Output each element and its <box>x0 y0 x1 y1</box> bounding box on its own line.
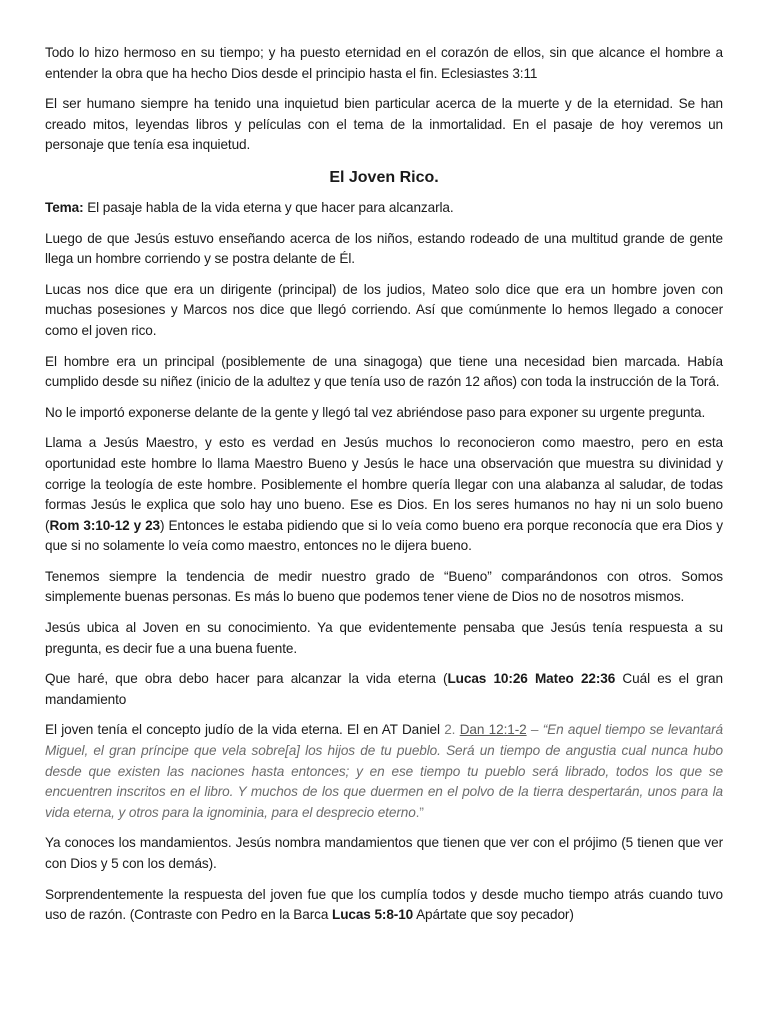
paragraph-conocimiento: Jesús ubica al Joven en su conocimiento. Ya que evidentemente pensaba que Jesús tenía respuesta a su pregunta, es decir fue a una buena fuente. <box>45 620 723 656</box>
paragraph-que-hare <box>45 669 723 710</box>
daniel-dash: – <box>526 722 543 738</box>
que-hare-text-2: Cuál es el gran mandamiento <box>45 671 723 707</box>
paragraph-intro: El ser humano siempre ha tenido una inquietud bien particular acerca de la muerte y de la eternidad. Se han creado mitos, leyendas libros y películas con el tema de la inmortalidad. En el pasaje de hoy veremos un personaje que tenía esa inquietud. <box>45 96 723 153</box>
paragraph-expose: No le importó exponerse delante de la gente y llegó tal vez abriéndose paso para exponer su urgente pregunta. <box>45 404 706 420</box>
maestro-text-2: ) Entonces le estaba pidiendo que si lo veía como bueno era porque reconocía que era Dios y que si no solamente lo veía como maestro, entonces no le dijera bueno. <box>45 517 723 554</box>
respuesta-text-1: Sorprendentemente la respuesta del joven fue que los cumplía todos y desde mucho tiempo atrás cuando tuvo uso de razón. (Contraste con Pedro en la Barca <box>45 886 723 923</box>
paragraph-respuesta <box>45 885 723 926</box>
document-title: El Joven Rico. <box>329 168 439 186</box>
paragraph-gospels: Lucas nos dice que era un dirigente (principal) de los judios, Mateo solo dice que era un hombre joven con muchas posesiones y Marcos nos dice que llegó corriendo. Así que comúnmente lo hemos llegado a conocer como el joven rico. <box>45 281 723 338</box>
ref-lucas-5: Lucas 5:8-10 <box>331 907 414 923</box>
daniel-quote-end: .” <box>415 804 424 820</box>
paragraph-bueno: Tenemos siempre la tendencia de medir nuestro grado de “Bueno” comparándonos con otros. Somos simplemente buenas personas. Es más lo bueno que podemos tener viene de Dios no de nosotros mismos. <box>45 568 723 605</box>
maestro-text-1: Llama a Jesús Maestro, y esto es verdad en Jesús muchos lo reconocieron como maestro, pero en esta oportunidad este hombre lo llama Maestro Bueno y Jesús le hace una observación que muestra su divinidad y corrige la teología de este hombre. Posiblemente el hombre quería llegar con una alabanza al saludar, de todas formas Jesús le explica que solo hay uno bueno. Ese es Dios. En los seres humanos no hay ni un solo bueno ( <box>45 435 723 533</box>
paragraph-ecclesiastes: Todo lo hizo hermoso en su tiempo; y ha puesto eternidad en el corazón de ellos, sin que alcance el hombre a entender la obra que ha hecho Dios desde el principio hasta el fin. Eclesiastes 3:11 <box>45 45 723 81</box>
paragraph-tema <box>45 198 723 219</box>
daniel-quote: “En aquel tiempo se levantará Miguel, el gran príncipe que vela sobre[a] los hijos de tu pueblo. Será un tiempo de angustia cual nunca hubo desde que existen las naciones hasta entonces; y en ese tiempo tu pueblo será librado, todos los que se encuentren inscritos en el libro. Y muchos de los que duermen en el polvo de la tierra despertarán, unos para la vida eterna, y otros para la ignominia, para el desprecio eterno <box>45 722 723 820</box>
paragraph-daniel <box>45 720 723 823</box>
paragraph-context: Luego de que Jesús estuvo enseñando acerca de los niños, estando rodeado de una multitud grande de gente llega un hombre corriendo y se postra delante de Él. <box>45 230 723 267</box>
tema-label: Tema: <box>45 199 84 215</box>
daniel-text-1: El joven tenía el concepto judío de la vida eterna. El en AT Daniel <box>45 722 445 738</box>
daniel-number: 2. <box>444 722 456 738</box>
tema-text: El pasaje habla de la vida eterna y que hacer para alcanzarla. <box>83 199 454 215</box>
respuesta-text-2: Apártate que soy pecador) <box>413 907 574 923</box>
paragraph-principal: El hombre era un principal (posiblemente de una sinagoga) que tiene una necesidad bien marcada. Había cumplido desde su niñez (inicio de la adultez y que tenía uso de razón 12 años) con toda la instrucción de la Torá. <box>45 353 723 390</box>
paragraph-maestro-bueno <box>45 433 723 557</box>
ref-daniel-link[interactable]: Dan 12:1-2 <box>459 722 527 738</box>
ref-lucas-mateo: Lucas 10:26 Mateo 22:36 <box>447 671 616 687</box>
que-hare-text-1: Que haré, que obra debo hacer para alcanzar la vida eterna ( <box>45 671 448 687</box>
paragraph-mandamientos: Ya conoces los mandamientos. Jesús nombra mandamientos que tienen que ver con el prójimo (5 tienen que ver con Dios y 5 con los demás). <box>45 835 723 871</box>
ref-romanos: Rom 3:10-12 y 23 <box>49 517 160 533</box>
